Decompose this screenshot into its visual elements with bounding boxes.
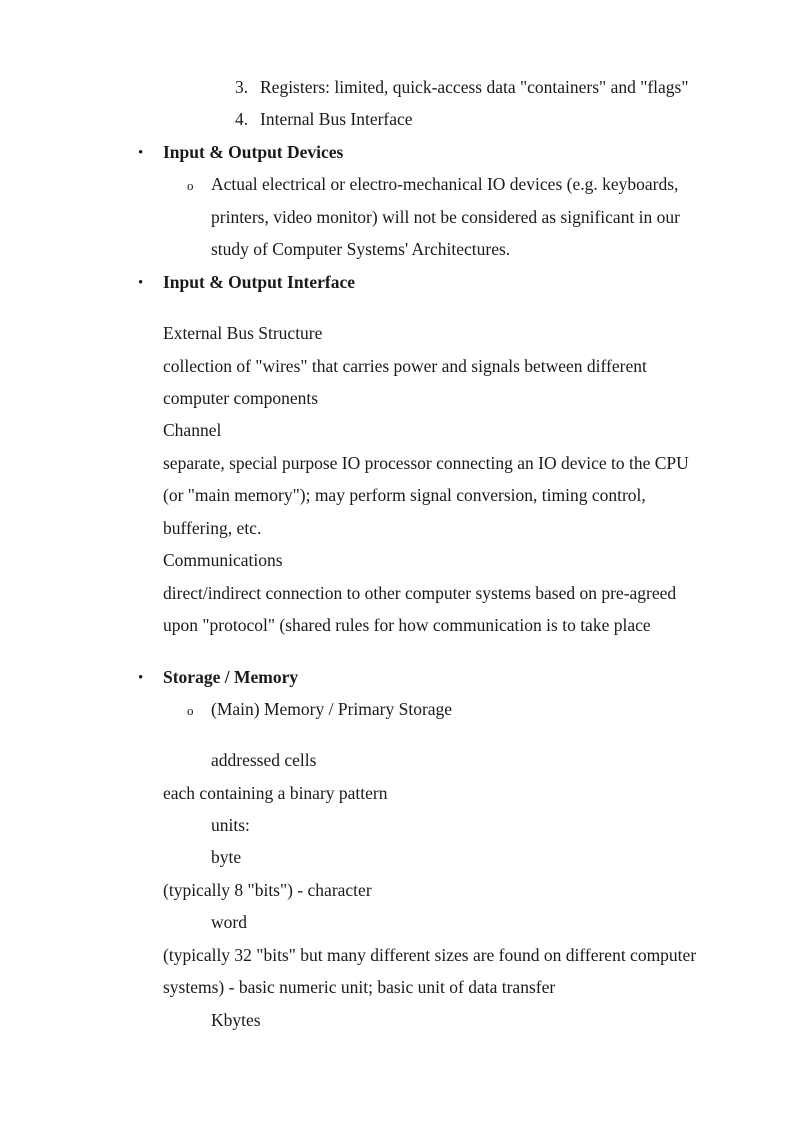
paragraph-line: computer components [163, 388, 319, 408]
heading-io-interface: Input & Output Interface [163, 272, 356, 292]
sub-bullet-icon: o [187, 178, 194, 193]
bullet-icon: • [138, 145, 144, 161]
paragraph-line: collection of "wires" that carries power and signals between different [163, 356, 647, 376]
paragraph-line: word [211, 912, 247, 932]
paragraph-line: addressed cells [211, 750, 317, 770]
paragraph-line: buffering, etc. [163, 518, 262, 538]
paragraph-line: separate, special purpose IO processor connecting an IO device to the CPU [163, 453, 689, 473]
paragraph-line: Actual electrical or electro-mechanical IO devices (e.g. keyboards, [211, 174, 679, 194]
heading-storage-memory: Storage / Memory [163, 667, 299, 687]
bullet-icon: • [138, 670, 144, 686]
term-external-bus: External Bus Structure [163, 323, 323, 343]
paragraph-line: systems) - basic numeric unit; basic unit of data transfer [163, 977, 556, 997]
paragraph-line: study of Computer Systems' Architectures. [211, 239, 511, 259]
paragraph-line: upon "protocol" (shared rules for how communication is to take place [163, 615, 651, 635]
sub-item-main-memory: (Main) Memory / Primary Storage [211, 699, 453, 719]
list-number-4: 4. [235, 109, 249, 129]
paragraph-line: direct/indirect connection to other computer systems based on pre-agreed [163, 583, 677, 603]
term-communications: Communications [163, 550, 283, 570]
sub-bullet-icon: o [187, 703, 194, 718]
list-item-internal-bus: Internal Bus Interface [260, 109, 413, 129]
paragraph-line: (or "main memory"); may perform signal conversion, timing control, [163, 485, 646, 505]
term-channel: Channel [163, 420, 222, 440]
paragraph-line: byte [211, 847, 242, 867]
bullet-icon: • [138, 275, 144, 291]
paragraph-line: printers, video monitor) will not be considered as significant in our [211, 207, 680, 227]
paragraph-line: units: [211, 815, 250, 835]
paragraph-line: Kbytes [211, 1010, 261, 1030]
paragraph-line: (typically 8 "bits") - character [163, 880, 372, 900]
paragraph-line: each containing a binary pattern [163, 783, 388, 803]
list-number-3: 3. [235, 77, 249, 97]
paragraph-line: (typically 32 "bits" but many different sizes are found on different computer [163, 945, 697, 965]
list-item-registers: Registers: limited, quick-access data "containers" and "flags" [260, 77, 689, 97]
heading-io-devices: Input & Output Devices [163, 142, 344, 162]
